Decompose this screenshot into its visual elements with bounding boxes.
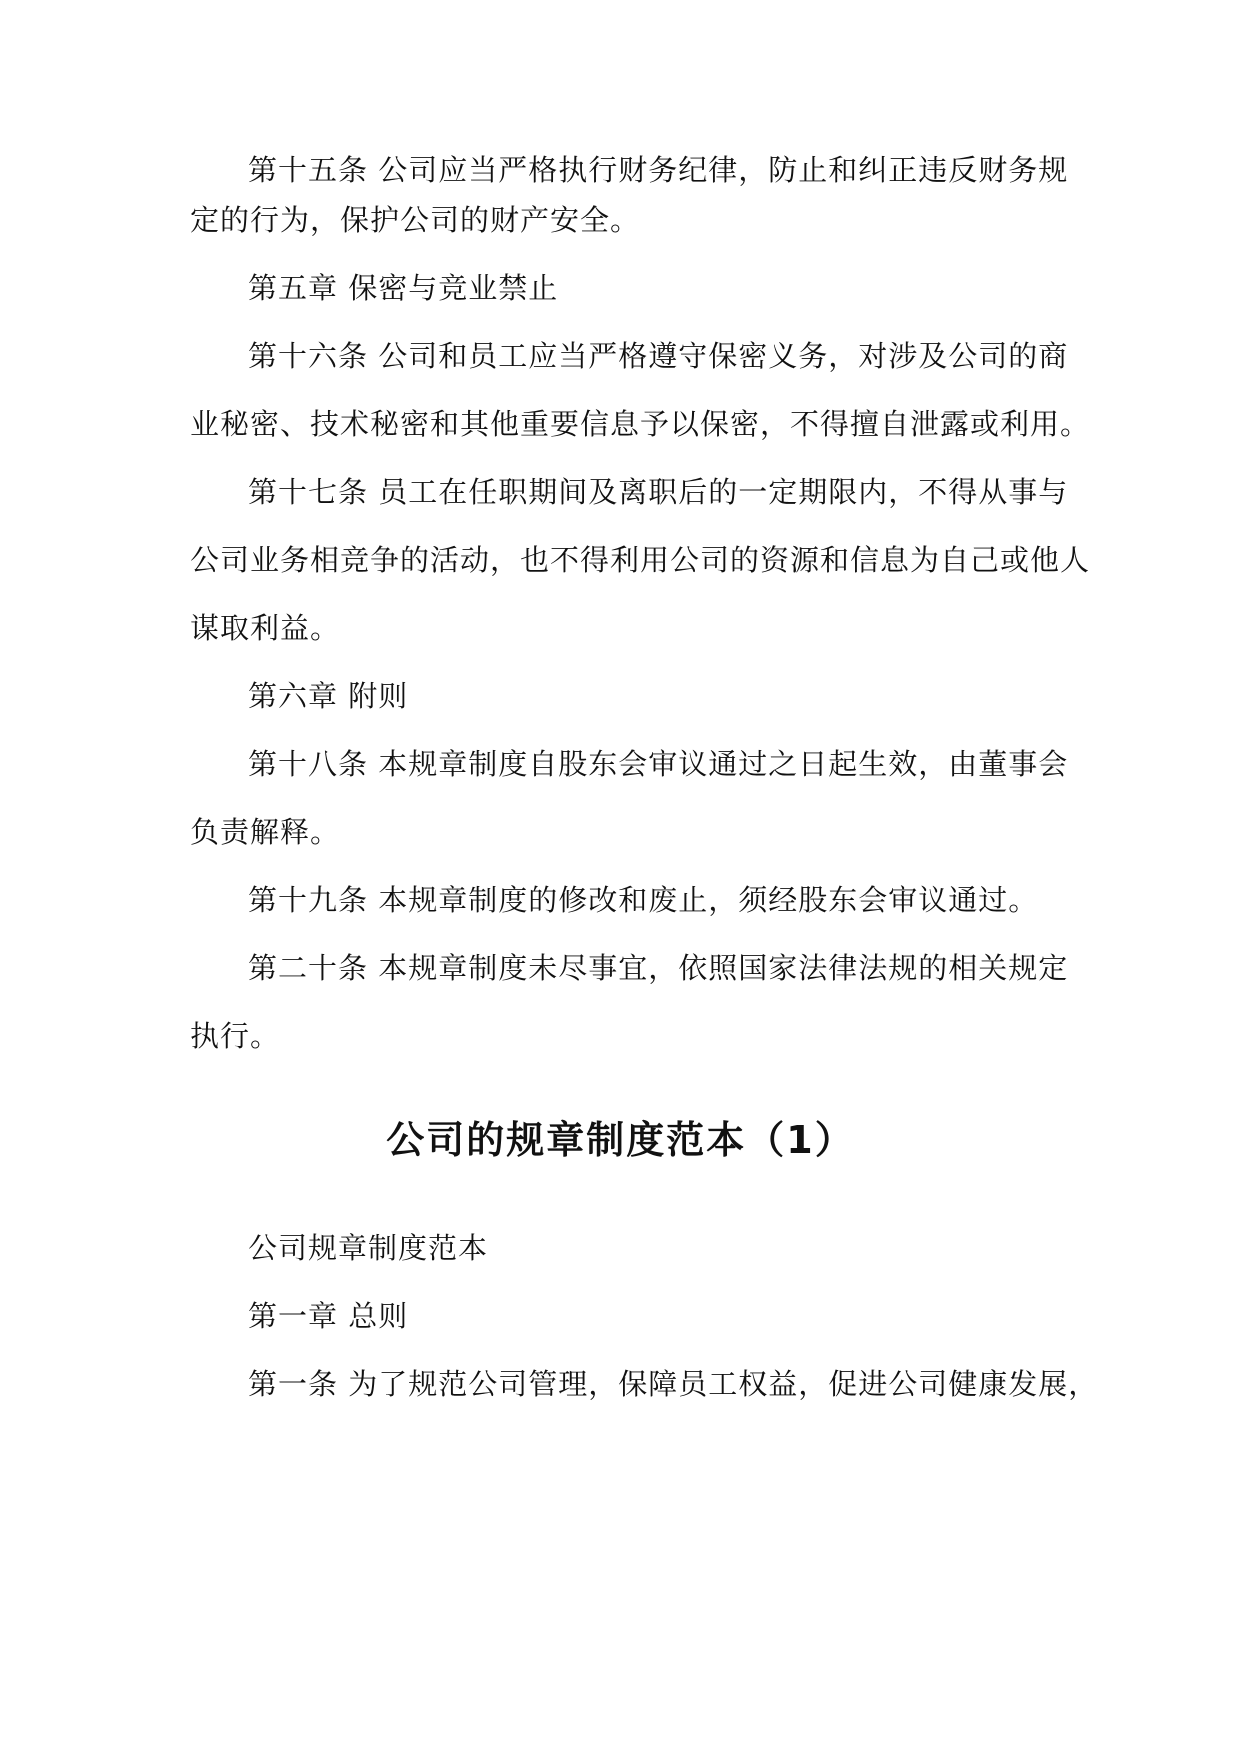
article-19-line: 第十九条 本规章制度的修改和废止，须经股东会审议通过。 [248,883,1039,917]
article-20-line-1: 第二十条 本规章制度未尽事宜，依照国家法律法规的相关规定 [248,951,1069,985]
template-heading: 公司规章制度范本 [248,1231,489,1265]
article-17-line-3: 谋取利益。 [190,611,341,645]
article-16-line-2: 业秘密、技术秘密和其他重要信息予以保密，不得擅自泄露或利用。 [190,407,1091,441]
article-17-line-1: 第十七条 员工在任职期间及离职后的一定期限内，不得从事与 [248,475,1069,509]
article-15-line-1: 第十五条 公司应当严格执行财务纪律，防止和纠正违反财务规 [248,153,1069,187]
article-17-line-2: 公司业务相竞争的活动，也不得利用公司的资源和信息为自己或他人 [190,543,1091,577]
article-1-line-1: 第一条 为了规范公司管理，保障员工权益，促进公司健康发展， [248,1367,1099,1401]
article-16-line-1: 第十六条 公司和员工应当严格遵守保密义务，对涉及公司的商 [248,339,1069,373]
chapter-5-heading: 第五章 保密与竞业禁止 [248,271,559,305]
chapter-1-heading: 第一章 总则 [248,1299,409,1333]
chapter-6-heading: 第六章 附则 [248,679,409,713]
article-15-line-2: 定的行为，保护公司的财产安全。 [190,203,641,237]
article-18-line-1: 第十八条 本规章制度自股东会审议通过之日起生效，由董事会 [248,747,1069,781]
article-18-line-2: 负责解释。 [190,815,341,849]
article-20-line-2: 执行。 [190,1019,281,1053]
section-title: 公司的规章制度范本（1） [386,1118,855,1162]
